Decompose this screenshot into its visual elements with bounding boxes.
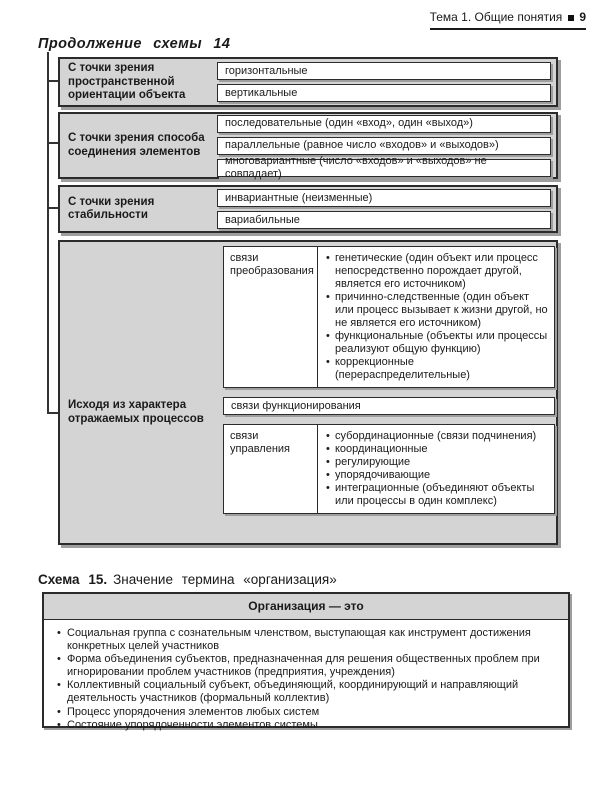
- item-box: параллельные (равное число «входов» и «выходов»): [217, 137, 551, 155]
- bullet-item: • Коллективный социальный субъект, объединяющий, координирующий и направляющий деятельность участников (формальный коллектив): [54, 679, 556, 704]
- running-head-title: Тема 1. Общие понятия: [429, 10, 563, 24]
- category-label: Исходя из характера отражаемых процессов: [68, 399, 204, 425]
- bullet-item: • коррекционные (перераспределительные): [326, 356, 550, 382]
- square-bullet-icon: [568, 15, 574, 21]
- organization-definition-box: [42, 592, 570, 732]
- category-items: [217, 114, 556, 180]
- category-box-connection: [58, 112, 558, 179]
- category-items: [223, 246, 555, 514]
- bullet-item: • субординационные (связи подчинения): [326, 430, 550, 443]
- item-box: вариабильные: [217, 211, 551, 229]
- organization-box-title: Организация — это: [44, 594, 568, 620]
- item-box: инвариантные (неизменные): [217, 189, 551, 207]
- scheme15-caption-number: Схема 15.: [38, 572, 108, 587]
- bullet-item: • Состояние упорядоченности элементов системы: [54, 719, 556, 732]
- bullet-item: • генетические (один объект или процесс непосредственно порождает другой, является его источником): [326, 252, 550, 291]
- functioning-links-box: связи функционирования: [223, 397, 555, 415]
- running-head: [430, 10, 586, 30]
- continuation-caption: Продолжение схемы 14: [38, 36, 231, 52]
- bullet-item: • интеграционные (объединяют объекты или процессы в один комплекс): [326, 482, 550, 508]
- scheme15-caption-text: Значение термина «организация»: [113, 572, 337, 587]
- connector-spine: [47, 52, 49, 413]
- item-box: вертикальные: [217, 84, 551, 102]
- bullet-item: • Социальная группа с сознательным членством, выступающая как инструмент достижения конкретных целей участников: [54, 627, 556, 652]
- category-items: [217, 187, 556, 231]
- transformation-links-table: [223, 246, 555, 388]
- bullet-item: • регулирующие: [326, 456, 550, 469]
- group-title: связи управления: [224, 425, 318, 513]
- item-box: последовательные (один «вход», один «выход»): [217, 115, 551, 133]
- category-items: [217, 59, 556, 105]
- bullet-item: • упорядочивающие: [326, 469, 550, 482]
- category-box-stability: [58, 185, 558, 233]
- bullet-item: • функциональные (объекты или процессы реализуют общую функцию): [326, 330, 550, 356]
- scheme15-caption: [38, 572, 337, 587]
- group-bullets: [318, 247, 554, 387]
- bullet-item: • координационные: [326, 443, 550, 456]
- category-label: С точки зрения пространственной ориентации объекта: [68, 62, 186, 101]
- category-box-processes: [58, 240, 558, 545]
- category-box-orientation: [58, 57, 558, 107]
- group-bullets: [318, 425, 554, 513]
- management-links-table: [223, 424, 555, 514]
- group-title: связи преобразования: [224, 247, 318, 387]
- bullet-item: • Процесс упорядочения элементов любых систем: [54, 706, 556, 719]
- category-label: С точки зрения способа соединения элементов: [68, 132, 205, 158]
- category-label: С точки зрения стабильности: [68, 195, 155, 221]
- item-box: горизонтальные: [217, 62, 551, 80]
- bullet-item: • Форма объединения субъектов, предназначенная для решения общественных проблем при игнорировании проблем участников (предприятия, учреждения): [54, 653, 556, 678]
- organization-box-body: [44, 620, 568, 737]
- bullet-item: • причинно-следственные (один объект или процесс вызывает к жизни другой, но не является его источником): [326, 291, 550, 330]
- page-number: 9: [579, 10, 586, 24]
- item-box: многовариантные (число «входов» и «выходов» не совпадает): [217, 159, 551, 177]
